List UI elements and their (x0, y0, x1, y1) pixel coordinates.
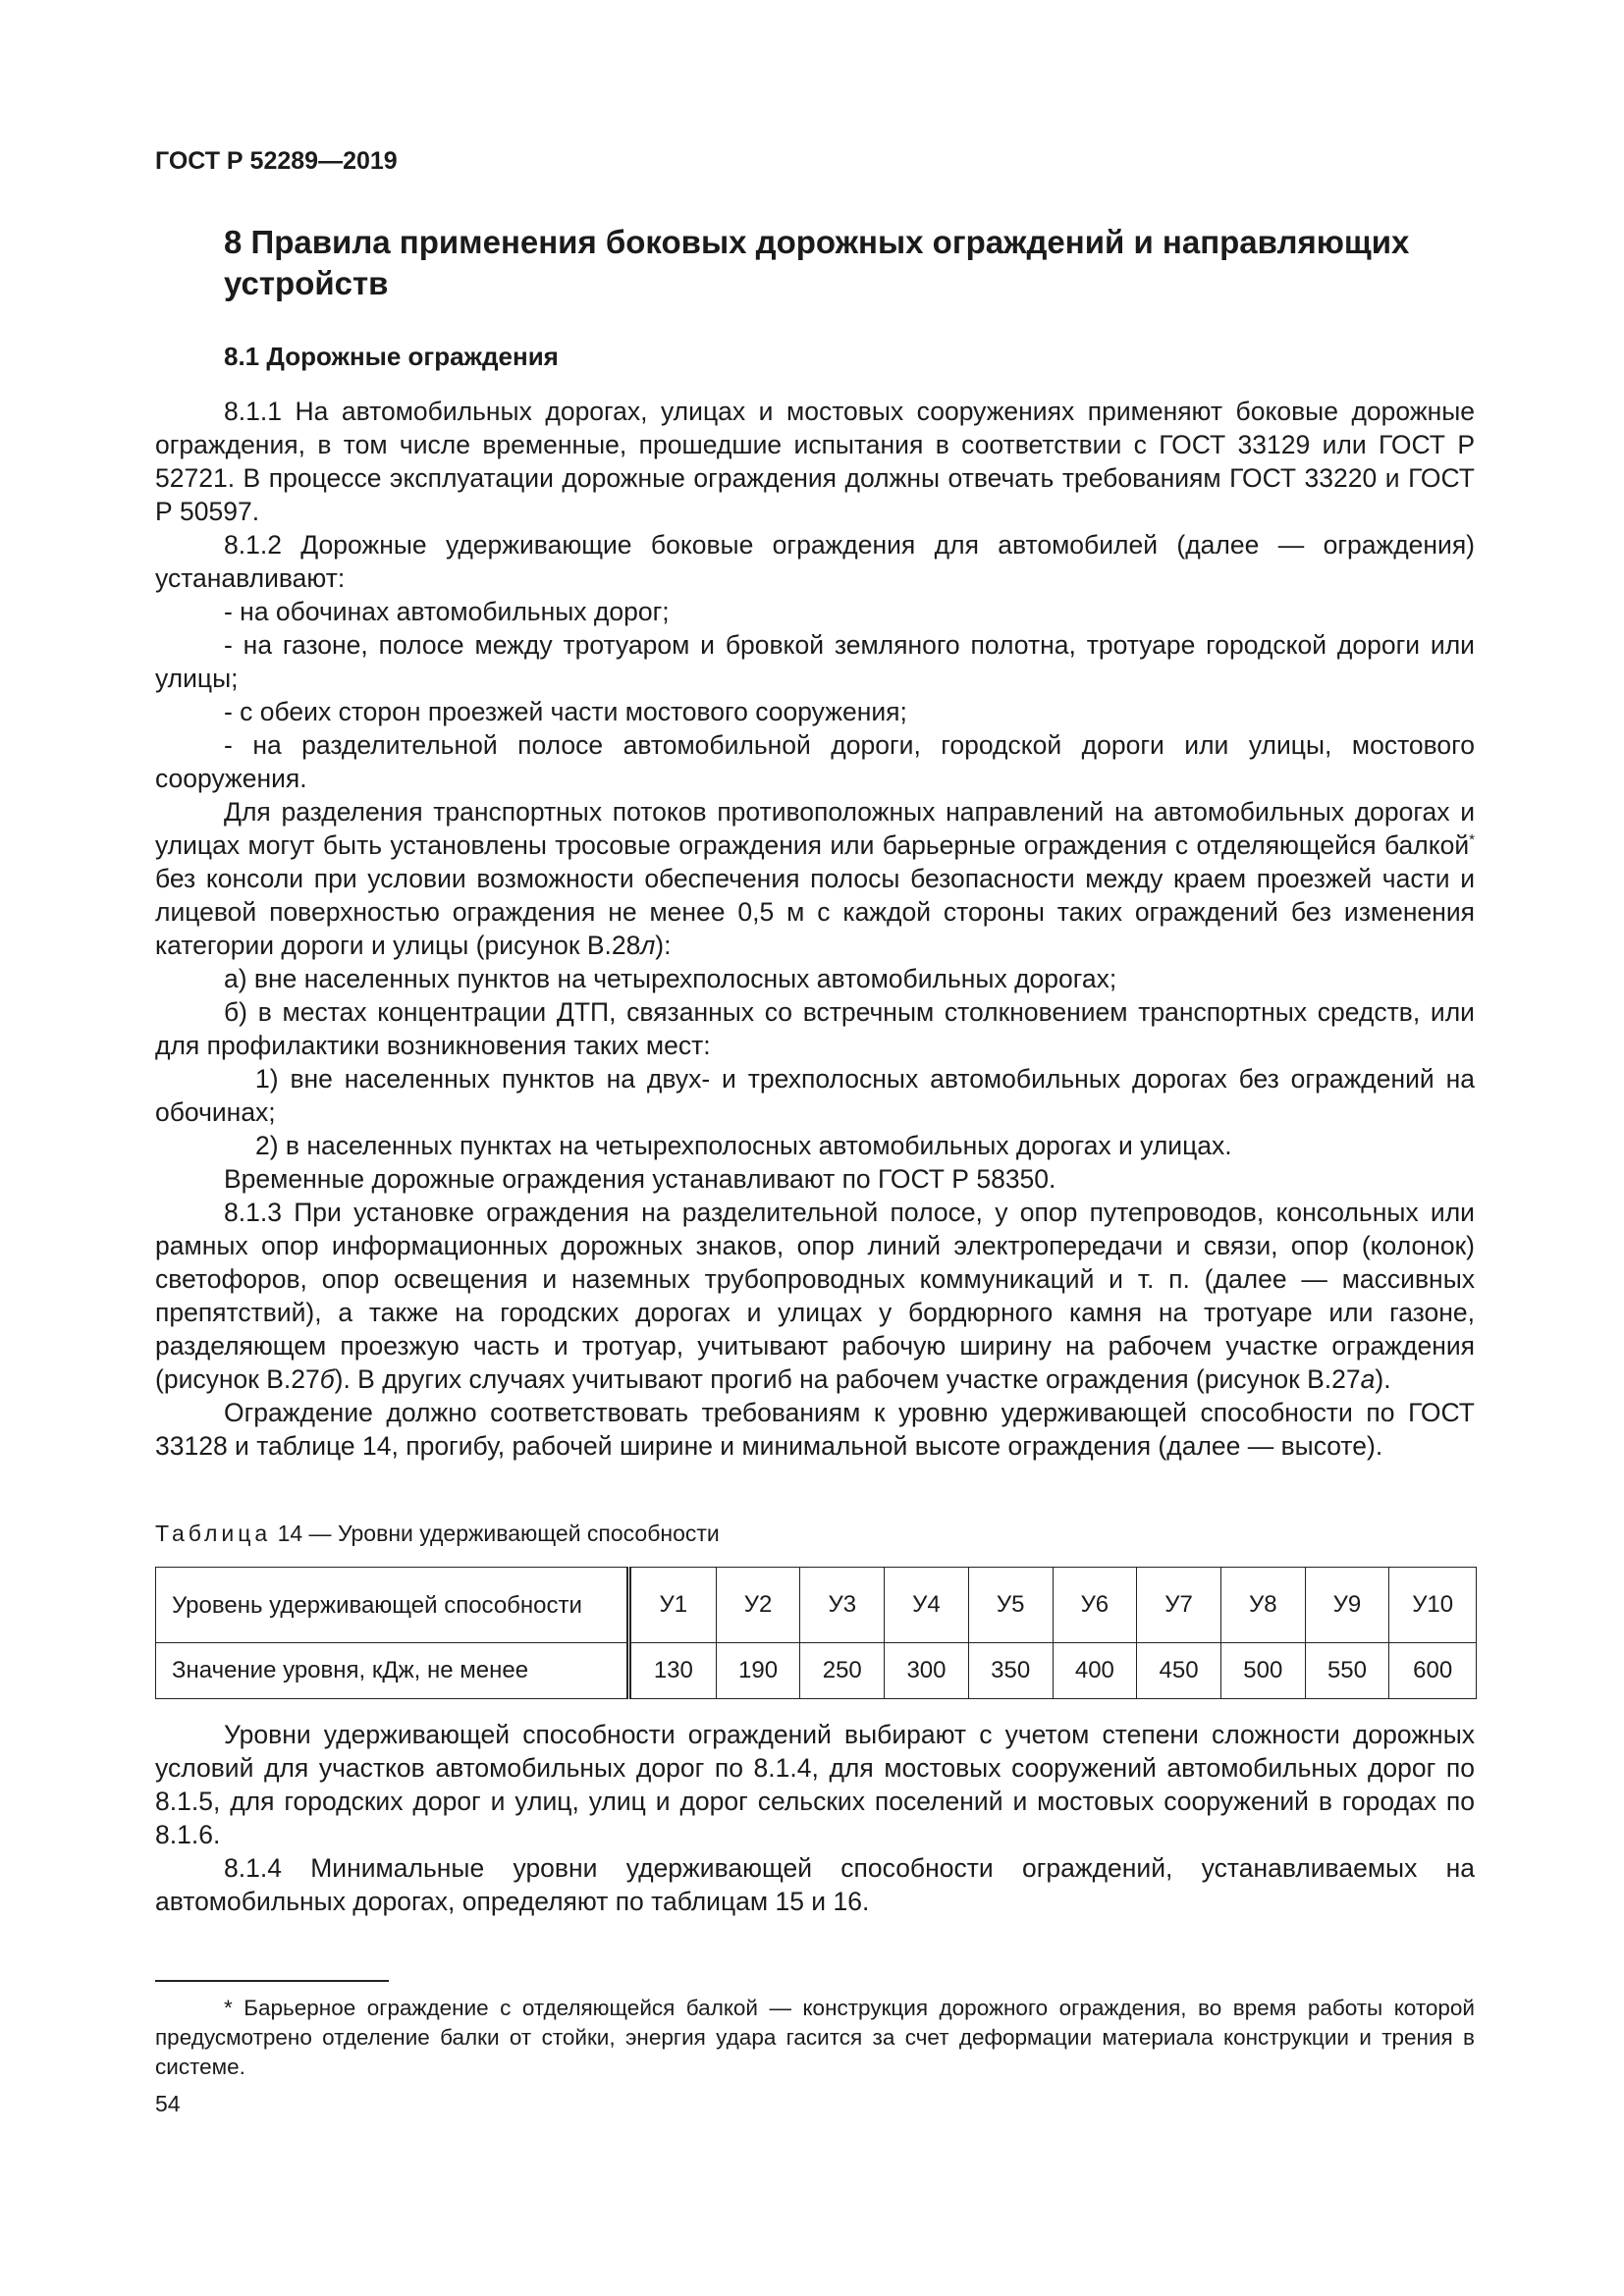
table-cell: 400 (1053, 1643, 1137, 1699)
table-cell: У9 (1305, 1568, 1389, 1643)
list-item-dash: - на разделительной полосе автомобильной дороги, городской дороги или улицы, мостового сооружения. (155, 730, 1475, 793)
paragraph-part: Для разделения транспортных потоков противоположных направлений на автомобильных дорогах и улицах могут быть установлены тросовые ограждения или барьерные ограждения с отделяющейся балкой (155, 797, 1475, 860)
list-item-dash: - на газоне, полосе между тротуаром и бровкой земляного полотна, тротуаре городской дороги или улицы; (155, 630, 1475, 693)
table-cell: У3 (800, 1568, 885, 1643)
table-cell: У10 (1389, 1568, 1477, 1643)
paragraph-separation (155, 795, 1475, 962)
figure-ref-italic: л (640, 931, 656, 960)
paragraph-level-selection: Уровни удерживающей способности ограждений выбирают с учетом степени сложности дорожных условий для участков автомобильных дорог по 8.1.4, для мостовых сооружений автомобильных дорог по 8.1.5, для городских дорог и улиц, улиц и дорог сельских поселений и мостовых сооружений в городах по 8.1.6. (155, 1720, 1475, 1849)
paragraph-8-1-4: 8.1.4 Минимальные уровни удерживающей способности ограждений, устанавливаемых на автомобильных дорогах, определяют по таблицам 15 и 16. (155, 1853, 1475, 1916)
paragraph-part: без консоли при условии возможности обеспечения полосы безопасности между краем проезжей части и лицевой поверхностью ограждения не менее 0,5 м с каждой стороны таких ограждений без изменения категории дороги и улицы (рисунок В.28 (155, 864, 1475, 960)
table-cell: У4 (885, 1568, 969, 1643)
table-cell: У7 (1137, 1568, 1221, 1643)
figure-ref-italic: б (319, 1364, 335, 1394)
table-cell: 250 (800, 1643, 885, 1699)
body-text (155, 395, 1475, 1463)
table-caption-word: Таблица (155, 1521, 272, 1546)
table-cell: 550 (1305, 1643, 1389, 1699)
table-cell: 450 (1137, 1643, 1221, 1699)
paragraph-part: 8.1.3 При установке ограждения на разделительной полосе, у опор путепроводов, консольных или рамных опор информационных дорожных знаков, опор линий электропередачи и связи, опор (колонок) светофоров, опор освещения и наземных трубопроводных коммуникаций и т. п. (далее — массивных препятствий), а также на городских дорогах и улицах у бордюрного камня на тротуаре или газоне, разделяющем проезжую часть и тротуар, учитывают рабочую ширину на рабочем участке ограждения (рисунок В.27 (155, 1198, 1475, 1394)
table-cell: У1 (629, 1568, 717, 1643)
section-title: 8 Правила применения боковых дорожных ограждений и направляющих устройств (224, 224, 1410, 301)
table-row-header: Уровень удерживающей способности (156, 1568, 629, 1643)
table-cell: У6 (1053, 1568, 1137, 1643)
paragraph-temporary: Временные дорожные ограждения устанавливают по ГОСТ Р 58350. (224, 1164, 1056, 1194)
table-row-header: Значение уровня, кДж, не менее (156, 1643, 629, 1699)
table-cell: 350 (968, 1643, 1053, 1699)
paragraph-requirements: Ограждение должно соответствовать требованиям к уровню удерживающей способности по ГОСТ 33128 и таблице 14, прогибу, рабочей ширине и минимальной высоте ограждения (далее — высоте). (155, 1398, 1475, 1461)
paragraph-8-1-3 (155, 1196, 1475, 1396)
table-cell: 130 (629, 1643, 717, 1699)
body-text-after-table (155, 1718, 1475, 1918)
footnote-marker: * (1469, 831, 1475, 849)
containment-levels-table (155, 1567, 1477, 1699)
table-cell: 600 (1389, 1643, 1477, 1699)
list-item-number: 1) вне населенных пунктов на двух- и трехполосных автомобильных дорогах без ограждений на обочинах; (155, 1064, 1475, 1127)
table-cell: У2 (716, 1568, 800, 1643)
paragraph-part: ). (1375, 1364, 1391, 1394)
table-row (156, 1643, 1477, 1699)
table-cell: 300 (885, 1643, 969, 1699)
list-item-letter: а) вне населенных пунктов на четырехполосных автомобильных дорогах; (224, 964, 1117, 993)
list-item-dash: - с обеих сторон проезжей части мостового сооружения; (224, 697, 907, 726)
footnote (155, 1994, 1475, 2082)
paragraph-part: ): (655, 931, 672, 960)
table-cell: 500 (1220, 1643, 1305, 1699)
table-cell: 190 (716, 1643, 800, 1699)
paragraph-8-1-2: 8.1.2 Дорожные удерживающие боковые ограждения для автомобилей (далее — ограждения) устанавливают: (155, 530, 1475, 593)
standard-code-header: ГОСТ Р 52289—2019 (155, 147, 398, 175)
footnote-text: * Барьерное ограждение с отделяющейся балкой — конструкция дорожного ограждения, во время работы которой предусмотрено отделение балки от стойки, энергия удара гасится за счет деформации материала конструкции и трения в системе. (155, 1996, 1475, 2079)
list-item-letter: б) в местах концентрации ДТП, связанных со встречным столкновением транспортных средств, или для профилактики возникновения таких мест: (155, 997, 1475, 1060)
table-cell: У8 (1220, 1568, 1305, 1643)
footnote-divider (155, 1980, 389, 1982)
list-item-dash: - на обочинах автомобильных дорог; (224, 597, 670, 626)
paragraph-part: ). В других случаях учитывают прогиб на рабочем участке ограждения (рисунок В.27 (334, 1364, 1361, 1394)
table-caption-title: 14 — Уровни удерживающей способности (271, 1521, 720, 1546)
list-item-number: 2) в населенных пунктах на четырехполосных автомобильных дорогах и улицах. (255, 1131, 1232, 1160)
table-row (156, 1568, 1477, 1643)
subsection-title: 8.1 Дорожные ограждения (224, 342, 559, 371)
paragraph-8-1-1: 8.1.1 На автомобильных дорогах, улицах и мостовых сооружениях применяют боковые дорожные ограждения, в том числе временные, прошедшие испытания в соответствии с ГОСТ 33129 или ГОСТ Р 52721. В процессе эксплуатации дорожные ограждения должны отвечать требованиям ГОСТ 33220 и ГОСТ Р 50597. (155, 397, 1475, 526)
figure-ref-italic: а (1360, 1364, 1376, 1394)
page-number: 54 (155, 2091, 181, 2116)
table-cell: У5 (968, 1568, 1053, 1643)
table-caption (155, 1521, 720, 1547)
